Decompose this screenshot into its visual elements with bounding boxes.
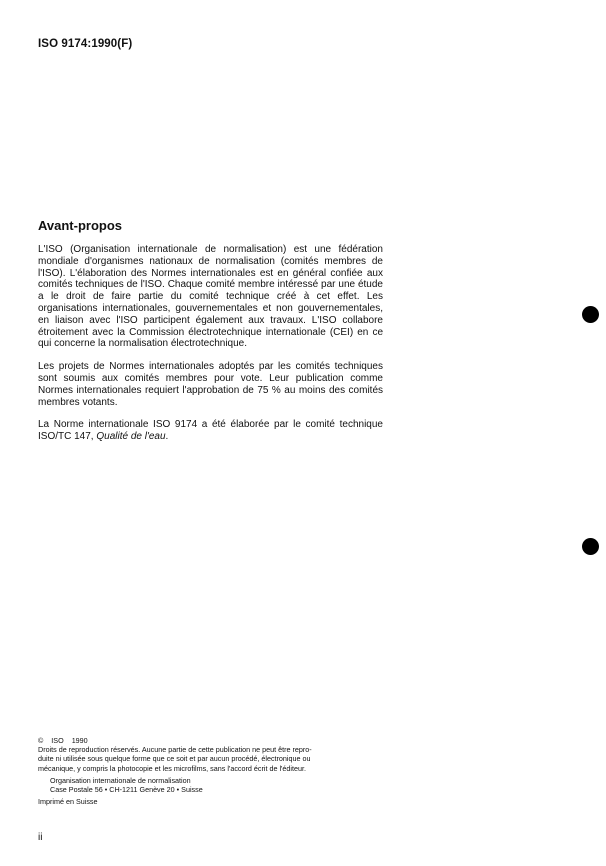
copyright-symbol: © bbox=[38, 736, 44, 745]
rights-line-3: mécanique, y compris la photocopie et les microfilms, sans l'accord écrit de l'éditeur. bbox=[38, 763, 307, 773]
rights-line-1: Droits de reproduction réservés. Aucune partie de cette publication ne peut être repro- bbox=[38, 745, 312, 755]
document-id-header: ISO 9174:1990(F) bbox=[38, 38, 133, 50]
paragraph-committee bbox=[38, 419, 383, 443]
organization-name: Organisation internationale de normalisation bbox=[50, 775, 191, 785]
paragraph-voting: Les projets de Normes internationales adoptés par les comités techniques sont soumis aux comités membres pour vote. Leur publication comme Normes internationales requiert l'approbation de 75 % au moins des comités membres votants. bbox=[38, 361, 383, 408]
copyright-year: 1990 bbox=[71, 736, 88, 745]
rights-line-2: duite ni utilisée sous quelque forme que ce soit et par aucun procédé, électronique ou bbox=[38, 754, 311, 764]
section-title: Avant-propos bbox=[38, 218, 123, 233]
foreword-body bbox=[38, 244, 383, 454]
organization-address: Case Postale 56 • CH-1211 Genève 20 • Suisse bbox=[50, 785, 203, 795]
printed-in: Imprimé en Suisse bbox=[38, 797, 98, 807]
paragraph-iso-intro: L'ISO (Organisation internationale de normalisation) est une fédération mondiale d'organismes nationaux de normalisation (comités membres de l'ISO). L'élaboration des Normes internationales est en général confiée aux comités techniques de l'ISO. Chaque comité membre intéressé par une étude a le droit de faire partie du comité technique créé à cet effet. Les organisations internationales, gouvernementales et non gouvernementales, en liaison avec l'ISO participent également aux travaux. L'ISO collabore étroitement avec la Commission électrotechnique internationale (CEI) en ce qui concerne la normalisation électrotechnique. bbox=[38, 244, 383, 350]
punch-hole-upper bbox=[582, 306, 599, 323]
punch-hole-lower bbox=[582, 538, 599, 555]
copyright-block bbox=[38, 736, 388, 806]
copyright-line bbox=[38, 736, 388, 745]
committee-text: La Norme internationale ISO 9174 a été élaborée par le comité technique ISO/TC 147, bbox=[38, 419, 383, 443]
page-number: ii bbox=[38, 832, 43, 843]
copyright-org: ISO bbox=[51, 736, 64, 745]
committee-suffix: . bbox=[165, 431, 169, 443]
committee-name: Qualité de l'eau bbox=[96, 431, 166, 443]
